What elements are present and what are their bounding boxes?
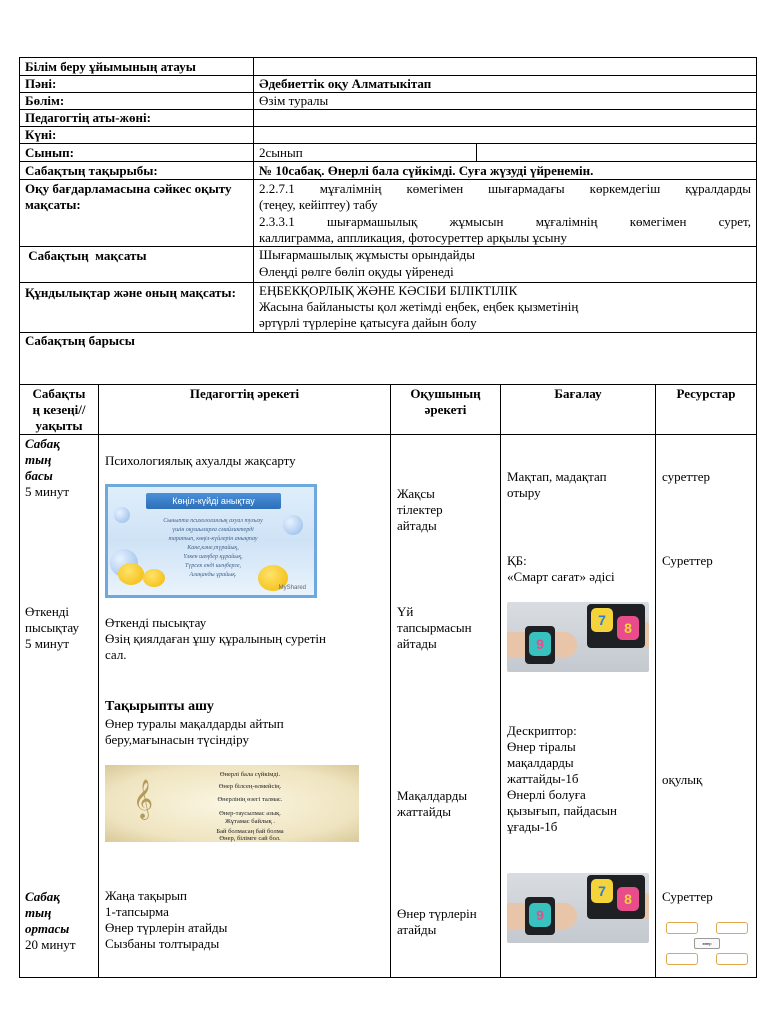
student-wishes: Жақсы тілектер айтады [397,486,443,533]
header-resources: Ресурстар [676,386,736,401]
stage-review: Өткенді пысықтау 5 минут [25,604,79,651]
teacher-review: Өткенді пысықтау Өзің қиялдаған ұшу құралының суретін сал. [105,615,326,662]
teacher-topic: Өнер туралы мақалдарды айтып беру,мағынасын түсіндіру [105,716,284,747]
smart-watch-image-2 [507,873,649,943]
goal-label: Сабақтың мақсаты [25,248,147,263]
section-value: Өзім туралы [259,93,329,108]
header-student: Оқушының әрекеті [410,386,481,417]
assessment-kb: ҚБ: «Смарт сағат» әдісі [507,553,615,584]
subject-value: Әдебиеттік оқу Алматыкітап [259,76,432,91]
header-teacher: Педагогтің әрекеті [189,386,300,401]
subject-label: Пәні: [25,76,57,91]
class-label: Сынып: [25,145,74,160]
resource-3: оқулық [662,772,703,787]
smart-watch-image [507,602,649,672]
watch-face: 8 [617,616,639,640]
header-stage: Сабақты ң кезеңі// уақыты [32,386,86,433]
scheme-center: өнер [694,938,720,949]
progress-label: Сабақтың барысы [25,333,135,348]
topic-value: № 10сабақ. Өнерлі бала сүйкімді. Суға жүзуді үйренемін. [259,163,594,178]
assessment-praise: Мақтап, мадақтап отыру [507,469,607,500]
watch-face: 7 [591,608,613,632]
resource-4: Суреттер [662,889,713,904]
mood-text: Сыныпта психологиялық ахуал туғызу үшін оқушыларға смайликтерді таратып, көңіл-күйлерін анықтау Кане,кәне,түрайық, Үлкен шеңбер құрайық, Түрсек енді шеңберге, Алақанды ұрайық. [163,518,263,578]
watch-face: 9 [529,632,551,656]
student-arts: Өнер түрлерін атайды [397,906,477,937]
mood-image [105,484,317,598]
values-label: Құндылықтар және оның мақсаты: [25,285,236,300]
topic-label: Сабақтың тақырыбы: [25,163,158,178]
watch-face: 7 [591,879,613,903]
proverbs-image: 𝄞 Өнерлі бала сүйкімді. Өнер білсең-өлмейсің. Өнерлінің өзегі талмас. Өнер-таусылмас азық. Жұтамас байлық . Бай болмасаң бай болма Өнер, білімге сай бол. [105,765,359,842]
date-label: Күні: [25,127,57,142]
smiley-icon [118,563,144,585]
class-value: 2сынып [259,145,303,160]
teacher-new: Жаңа тақырып 1-тапсырма Өнер түрлерін атайды Сызбаны толтырады [105,888,228,951]
header-assessment: Бағалау [554,386,602,401]
student-proverbs: Мақалдарды жаттайды [397,788,468,819]
resource-2: Суреттер [662,553,713,568]
teacher-psych: Психологиялық ахуалды жақсарту [105,453,296,468]
stage-start: Сабақ тың басы 5 минут [25,436,70,499]
objectives-label: Оқу бағдарламасына сәйкес оқыту мақсаты: [25,181,232,212]
watch-face: 9 [529,903,551,927]
topic-heading: Тақырыпты ашу [105,699,214,714]
resource-1: суреттер [662,469,711,484]
watch-face: 8 [617,887,639,911]
student-homework: Үй тапсырмасын айтады [397,604,472,651]
mood-title: Көңіл-күйді анықтау [146,493,281,509]
smiley-icon [143,569,165,587]
stage-middle: Сабақ тың ортасы 20 минут [25,889,76,952]
teacher-label: Педагогтің аты-жөні: [25,110,151,125]
scheme-image [664,919,752,967]
assessment-descriptor: Дескриптор: Өнер тіралы мақалдарды жаттайды-1б Өнерлі болуға қызығып, пайдасын ұғады-1б [507,723,617,834]
org-label: Білім беру ұйымының атауы [25,59,196,74]
myshared-watermark: MyShared [278,585,306,591]
treble-clef-icon: 𝄞 [133,779,154,819]
section-label: Бөлім: [25,93,65,108]
